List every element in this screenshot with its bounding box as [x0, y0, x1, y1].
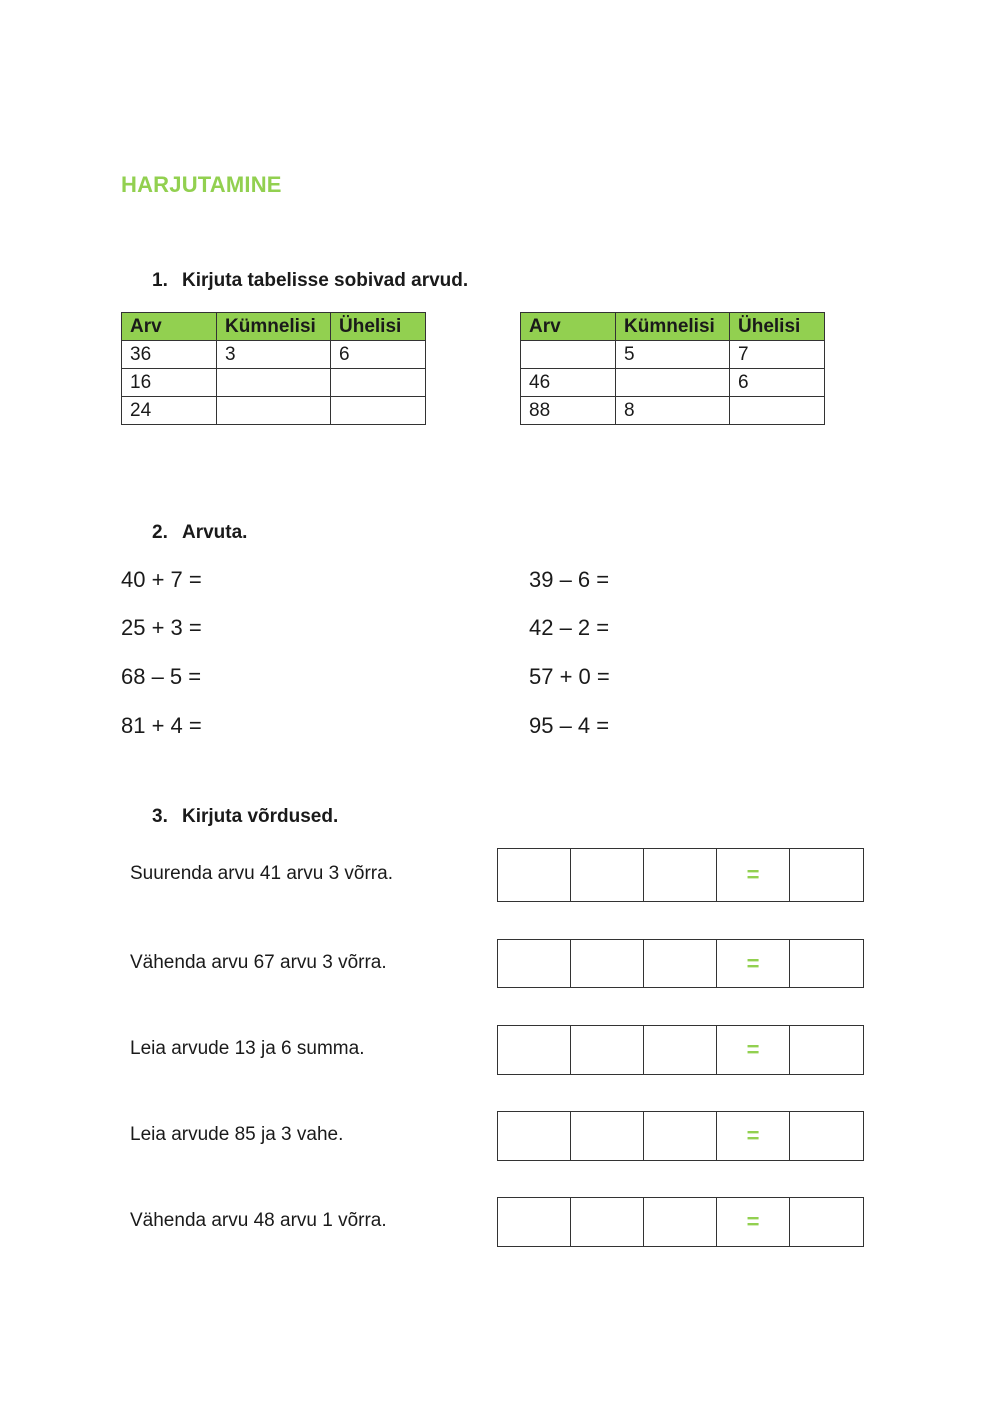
answer-box[interactable] [498, 1112, 571, 1160]
table-header-row [521, 313, 825, 341]
table-cell[interactable]: 36 [122, 341, 217, 369]
expression-left-3: 68 – 5 = [121, 664, 202, 689]
table-cell[interactable]: 7 [730, 341, 825, 369]
answer-box[interactable] [644, 1112, 717, 1160]
table-cell[interactable]: 46 [521, 369, 616, 397]
header-arv: Arv [122, 313, 217, 341]
table-cell[interactable]: 6 [331, 341, 426, 369]
answer-box[interactable] [644, 849, 717, 901]
header-kumnelisi: Kümnelisi [217, 313, 331, 341]
table-cell[interactable] [331, 397, 426, 425]
equation-boxes-3 [497, 1025, 864, 1075]
header-kumnelisi: Kümnelisi [616, 313, 730, 341]
table-cell[interactable] [616, 369, 730, 397]
equals-sign: = [717, 1198, 790, 1246]
table-header-row [122, 313, 426, 341]
table-cell[interactable]: 8 [616, 397, 730, 425]
table-row [122, 397, 426, 425]
header-uhelisi: Ühelisi [730, 313, 825, 341]
expression-left-4: 81 + 4 = [121, 713, 202, 738]
equation-task-3: Leia arvude 13 ja 6 summa. [130, 1038, 365, 1059]
expression-left-2: 25 + 3 = [121, 615, 202, 640]
equation-task-4: Leia arvude 85 ja 3 vahe. [130, 1124, 344, 1145]
answer-box[interactable] [790, 1112, 863, 1160]
place-value-table-left [121, 312, 426, 425]
answer-box[interactable] [790, 1198, 863, 1246]
answer-box[interactable] [644, 940, 717, 987]
table-cell[interactable]: 3 [217, 341, 331, 369]
exercise-1-text: Kirjuta tabelisse sobivad arvud. [182, 270, 469, 291]
equation-task-1: Suurenda arvu 41 arvu 3 võrra. [130, 863, 393, 884]
table-cell[interactable]: 24 [122, 397, 217, 425]
table-cell[interactable] [730, 397, 825, 425]
exercise-3-heading [152, 806, 338, 828]
table-cell[interactable]: 6 [730, 369, 825, 397]
exercise-3-number: 3. [152, 806, 168, 827]
expression-right-4: 95 – 4 = [529, 713, 610, 738]
exercise-1-number: 1. [152, 270, 168, 291]
expression-right-2: 42 – 2 = [529, 615, 610, 640]
expression-right-3: 57 + 0 = [529, 664, 610, 689]
table-row [521, 369, 825, 397]
table-row [122, 341, 426, 369]
answer-box[interactable] [790, 849, 863, 901]
answer-box[interactable] [571, 849, 644, 901]
exercise-2-heading [152, 522, 247, 544]
equation-task-2: Vähenda arvu 67 arvu 3 võrra. [130, 952, 387, 973]
answer-box[interactable] [790, 940, 863, 987]
equation-boxes-2 [497, 939, 864, 988]
answer-box[interactable] [571, 1112, 644, 1160]
answer-box[interactable] [571, 1198, 644, 1246]
exercise-2-number: 2. [152, 522, 168, 543]
table-cell[interactable] [217, 369, 331, 397]
equation-task-5: Vähenda arvu 48 arvu 1 võrra. [130, 1210, 387, 1231]
equals-sign: = [717, 940, 790, 987]
equation-boxes-1 [497, 848, 864, 902]
table-row [521, 397, 825, 425]
equals-sign: = [717, 1112, 790, 1160]
table-row [521, 341, 825, 369]
header-arv: Arv [521, 313, 616, 341]
equals-sign: = [717, 849, 790, 901]
answer-box[interactable] [644, 1026, 717, 1074]
answer-box[interactable] [498, 1026, 571, 1074]
answer-box[interactable] [498, 1198, 571, 1246]
place-value-table-right [520, 312, 825, 425]
exercise-2-text: Arvuta. [182, 522, 248, 543]
expression-left-1: 40 + 7 = [121, 567, 202, 592]
equation-boxes-5 [497, 1197, 864, 1247]
header-uhelisi: Ühelisi [331, 313, 426, 341]
exercise-3-text: Kirjuta võrdused. [182, 806, 339, 827]
exercise-1-heading [152, 270, 468, 292]
table-cell[interactable]: 16 [122, 369, 217, 397]
equation-boxes-4 [497, 1111, 864, 1161]
table-row [122, 369, 426, 397]
answer-box[interactable] [571, 1026, 644, 1074]
table-cell[interactable]: 5 [616, 341, 730, 369]
equals-sign: = [717, 1026, 790, 1074]
answer-box[interactable] [498, 940, 571, 987]
expression-right-1: 39 – 6 = [529, 567, 610, 592]
page-title: HARJUTAMINE [121, 172, 282, 197]
table-cell[interactable] [521, 341, 616, 369]
answer-box[interactable] [790, 1026, 863, 1074]
answer-box[interactable] [644, 1198, 717, 1246]
answer-box[interactable] [498, 849, 571, 901]
table-cell[interactable]: 88 [521, 397, 616, 425]
answer-box[interactable] [571, 940, 644, 987]
table-cell[interactable] [331, 369, 426, 397]
table-cell[interactable] [217, 397, 331, 425]
